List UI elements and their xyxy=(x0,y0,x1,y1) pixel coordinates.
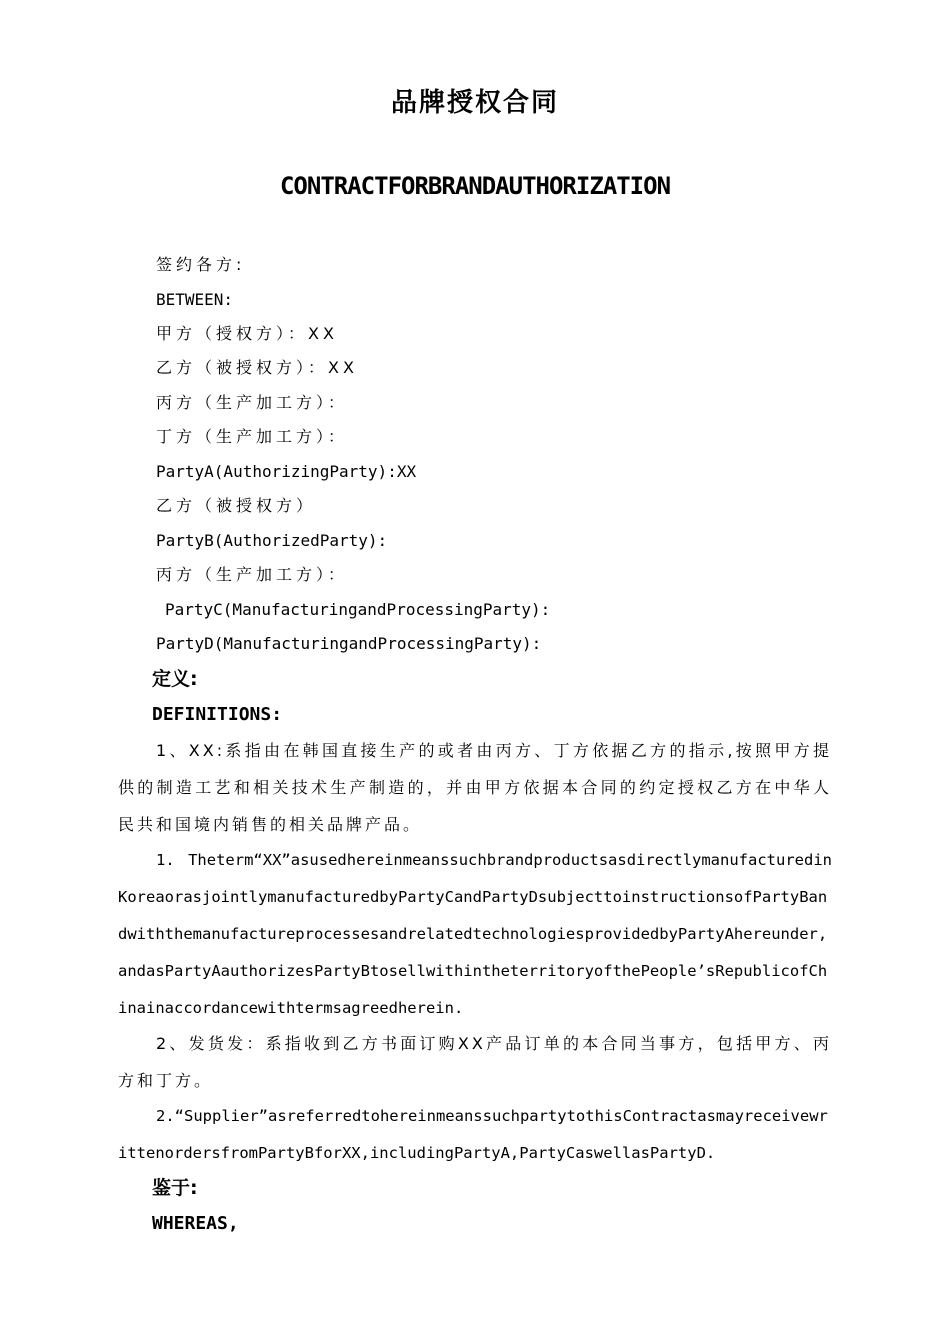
definitions-heading-en: DEFINITIONS: xyxy=(152,704,283,725)
whereas-heading-cn: 鉴于: xyxy=(152,1177,198,1199)
party-b-en: PartyB(AuthorizedParty): xyxy=(156,531,388,550)
party-b-cn-2: 乙方（被授权方） xyxy=(156,496,317,515)
definitions-heading-cn: 定义: xyxy=(152,668,198,690)
definition-2-cn: 2、发货发：系指收到乙方书面订购XX产品订单的本合同当事方，包括甲方、丙方和丁方。 xyxy=(118,1034,832,1090)
party-c-cn-2: 丙方（生产加工方）： xyxy=(156,565,349,584)
party-d-en: PartyD(ManufacturingandProcessingParty): xyxy=(156,634,542,653)
party-a-cn: 甲方（授权方）：XX xyxy=(156,324,338,343)
party-c-en: PartyC(ManufacturingandProcessingParty): xyxy=(165,600,551,619)
parties-label-en: BETWEEN: xyxy=(156,290,234,309)
whereas-heading-en: WHEREAS, xyxy=(152,1213,239,1234)
definition-1-cn: 1、XX:系指由在韩国直接生产的或者由丙方、丁方依据乙方的指示,按照甲方提供的制造工艺和相关技术生产制造的，并由甲方依据本合同的约定授权乙方在中华人民共和国境内销售的相关品牌产品。 xyxy=(118,741,832,834)
party-c-cn: 丙方（生产加工方）： xyxy=(156,393,349,412)
definition-1-en: 1. Theterm“XX”asusedhereinmeanssuchbrandproductsasdirectlymanufacturedinKoreaorasjointlymanufacturedbyPartyCandPartyDsubjecttoinstructionsofPartyBandwiththemanufactureprocessesandrelatedtechnologiesprovidedbyPartyAhereunder,andasPartyAauthorizesPartyBtosellwithintheterritoryofthePeople’sRepublicofChinainaccordancewithtermsagreedherein. xyxy=(118,851,832,1017)
party-d-cn: 丁方（生产加工方）： xyxy=(156,427,349,446)
party-b-cn: 乙方（被授权方）：XX xyxy=(156,358,358,377)
title-chinese: 品牌授权合同 xyxy=(390,88,559,118)
parties-label-cn: 签约各方: xyxy=(156,255,246,274)
definition-2-en: 2.“Supplier”asreferredtohereinmeanssuchpartytothisContractasmayreceivewrittenordersfromPartyBforXX,includingPartyA,PartyCaswellasPartyD. xyxy=(118,1107,828,1162)
party-a-en: PartyA(AuthorizingParty):XX xyxy=(156,462,417,481)
title-english: CONTRACTFORBRANDAUTHORIZATION xyxy=(279,172,671,200)
